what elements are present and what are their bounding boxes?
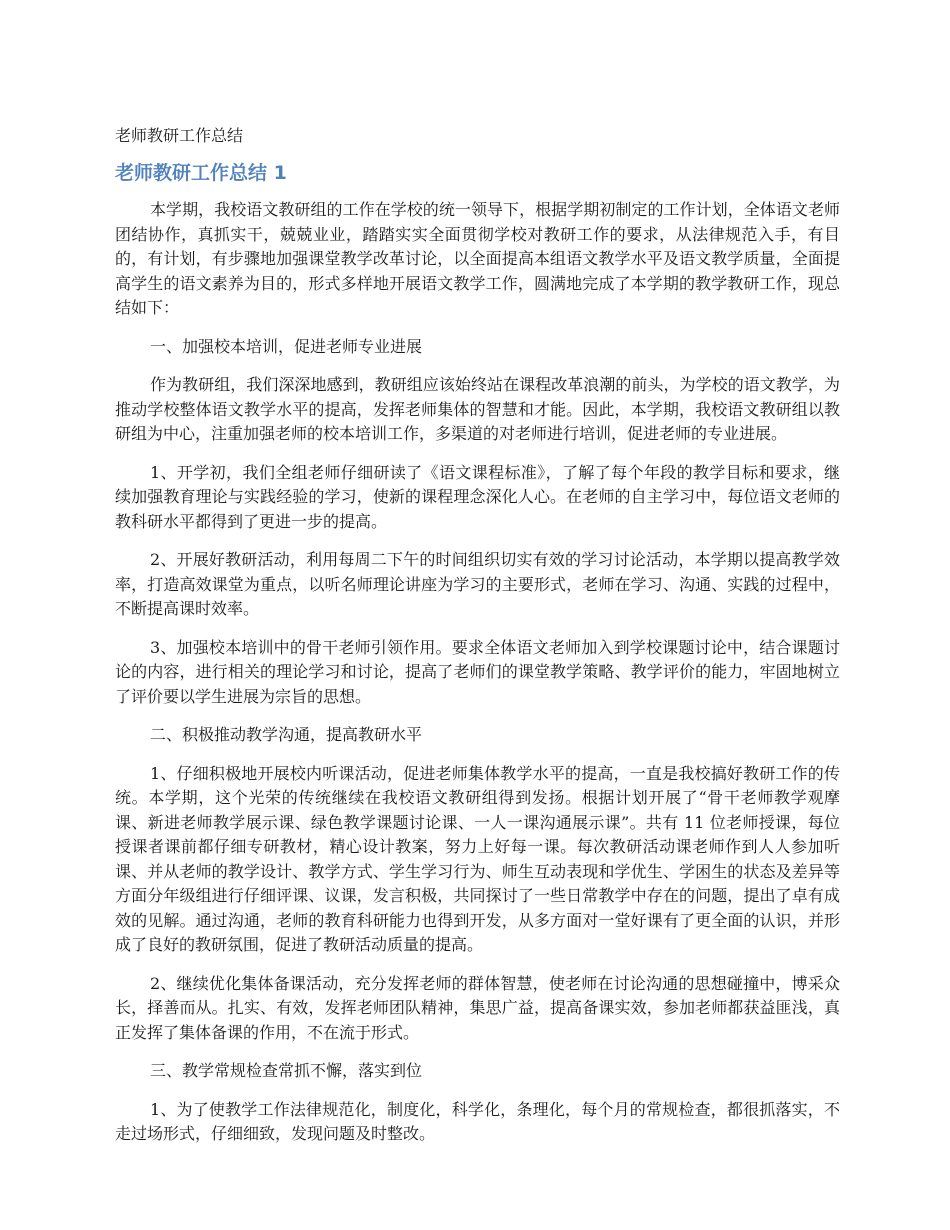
paragraph: 2、继续优化集体备课活动，充分发挥老师的群体智慧，使老师在讨论沟通的思想碰撞中，博采众长，择善而从。扎实、有效，发挥老师团队精神，集思广益，提高备课实效，参加老师都获益匪浅，真正发挥了集体备课的作用，不在流于形式。 (115, 973, 840, 1042)
subheading-1: 一、加强校本培训，促进老师专业进展 (150, 336, 423, 356)
paragraph: 1、开学初，我们全组老师仔细研读了《语文课程标准》，了解了每个年段的教学目标和要求，继续加强教育理论与实践经验的学习，使新的课程理念深化人心。在老师的自主学习中，每位语文老师的教科研水平都得到了更进一步的提高。 (115, 462, 840, 531)
section-heading: 老师教研工作总结 1 (115, 162, 287, 184)
paragraph: 1、为了使教学工作法律规范化，制度化，科学化，条理化，每个月的常规检查，都很抓落实，不走过场形式，仔细细致，发现问题及时整改。 (115, 1099, 840, 1143)
document-title: 老师教研工作总结 (115, 126, 244, 145)
paragraph: 作为教研组，我们深深地感到，教研组应该始终站在课程改革浪潮的前头，为学校的语文教学，为推动学校整体语文教学水平的提高，发挥老师集体的智慧和才能。因此，本学期，我校语文教研组以教研组为中心，注重加强老师的校本培训工作，多渠道的对老师进行培训，促进老师的专业进展。 (115, 375, 840, 443)
paragraph: 1、仔细积极地开展校内听课活动，促进老师集体教学水平的提高，一直是我校搞好教研工作的传统。本学期，这个光荣的传统继续在我校语文教研组得到发扬。根据计划开展了“骨干老师教学观摩课、新进老师教学展示课、绿色教学课题讨论课、一人一课沟通展示课”。共有 11 位老师授课，每位授课者课前都仔细专研教材，精心设计教案，努力上好每一课。每次教研活动课老师作到人人参加听课、并从老师的教学设计、教学方式、学生学习行为、师生互动表现和学优生、学困生的状态及差异等方面分年级组进行仔细评课、议课，发言积极，共同探讨了一些日常教学中存在的问题，提出了卓有成效的见解。通过沟通，老师的教育科研能力也得到开发，从多方面对一堂好课有了更全面的认识，并形成了良好的教研氛围，促进了教研活动质量的提高。 (115, 763, 840, 954)
subheading-2: 二、积极推动教学沟通，提高教研水平 (150, 725, 423, 744)
subheading-3: 三、教学常规检查常抓不懈，落实到位 (150, 1061, 423, 1080)
paragraph-intro: 本学期，我校语文教研组的工作在学校的统一领导下，根据学期初制定的工作计划，全体语文老师团结协作，真抓实干，兢兢业业，踏踏实实全面贯彻学校对教研工作的要求，从法律规范入手，有目的，有计划，有步骤地加强课堂教学改革讨论，以全面提高本组语文教学水平及语文教学质量，全面提高学生的语文素养为目的，形式多样地开展语文教学工作，圆满地完成了本学期的教学教研工作，现总结如下： (115, 200, 840, 317)
document-page (115, 124, 840, 1161)
paragraph: 2、开展好教研活动，利用每周二下午的时间组织切实有效的学习讨论活动，本学期以提高教学效率，打造高效课堂为重点，以听名师理论讲座为学习的主要形式，老师在学习、沟通、实践的过程中，不断提高课时效率。 (115, 550, 840, 618)
paragraph: 3、加强校本培训中的骨干老师引领作用。要求全体语文老师加入到学校课题讨论中，结合课题讨论的内容，进行相关的理论学习和讨论，提高了老师们的课堂教学策略、教学评价的能力，牢固地树立了评价要以学生进展为宗旨的思想。 (115, 637, 840, 706)
